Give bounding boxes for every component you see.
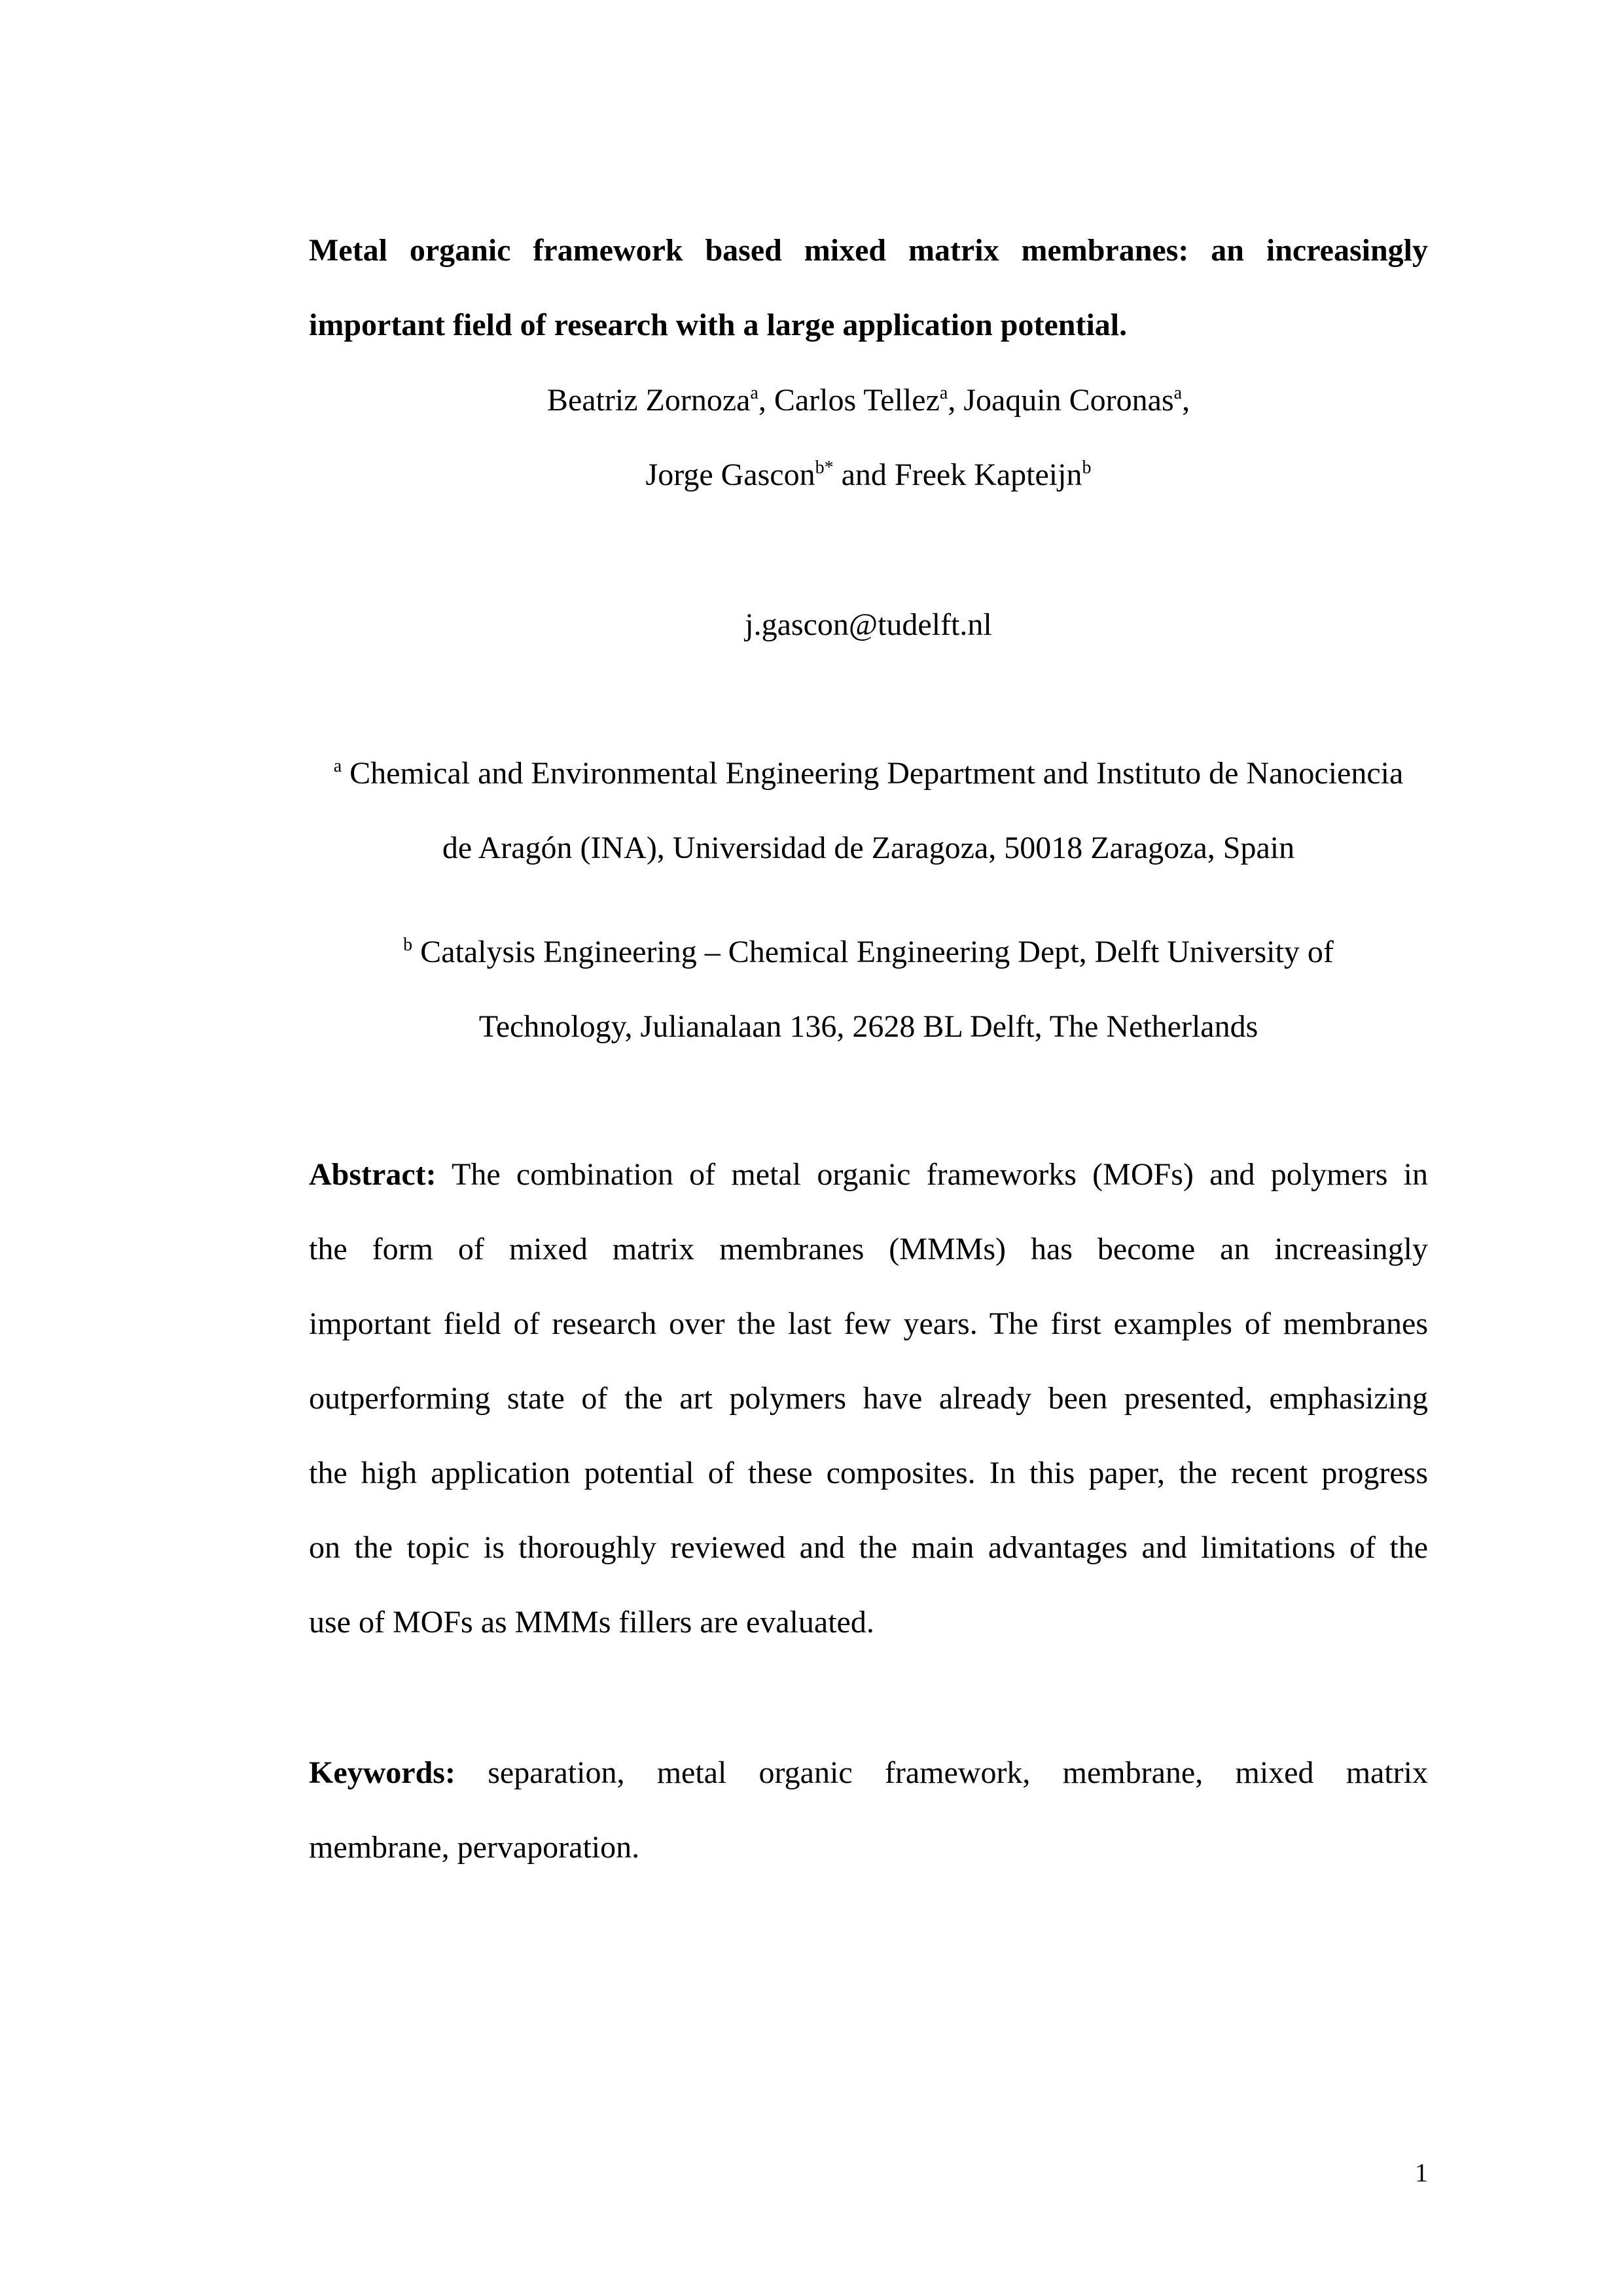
abstract-line-7: use of MOFs as MMMs fillers are evaluated. <box>309 1605 874 1640</box>
affiliation-a-line-1 <box>309 736 1428 811</box>
abstract-line-6: on the topic is thoroughly reviewed and the main advantages and limitations of the <box>309 1530 1428 1565</box>
abstract-text: The combination of metal organic frameworks (MOFs) and polymers in <box>436 1157 1428 1192</box>
abstract-line-5: the high application potential of these composites. In this paper, the recent progress <box>309 1456 1428 1490</box>
title-line-2: important field of research with a large application potential. <box>309 308 1128 342</box>
abstract-line-1 <box>309 1138 1428 1212</box>
abstract-line-3: important field of research over the last few years. The first examples of membranes <box>309 1306 1428 1341</box>
affiliation-text: Chemical and Environmental Engineering Department and Instituto de Nanociencia <box>342 756 1404 791</box>
affiliation-mark: a <box>939 383 948 403</box>
author-name: and Freek Kapteijn <box>833 457 1082 492</box>
affiliation-a <box>309 736 1428 886</box>
author-line-2 <box>309 438 1428 512</box>
abstract-line-4: outperforming state of the art polymers have already been presented, emphasizing <box>309 1381 1428 1416</box>
email-text: j.gascon@tudelft.nl <box>745 607 992 642</box>
title-line-1: Metal organic framework based mixed matrix membranes: an increasingly <box>309 233 1428 268</box>
author-name: , Carlos Tellez <box>758 383 940 418</box>
affiliation-mark: a <box>1173 383 1183 403</box>
author-name: Beatriz Zornoza <box>546 383 751 418</box>
affiliation-mark: b* <box>815 457 834 478</box>
affiliation-mark: b <box>1082 457 1092 478</box>
page-number: 1 <box>1415 2158 1428 2187</box>
affiliation-a-line-2: de Aragón (INA), Universidad de Zaragoza, 50018 Zaragoza, Spain <box>442 831 1295 865</box>
keywords-line-1 <box>309 1736 1428 1810</box>
affiliation-mark: a <box>333 756 342 776</box>
affiliation-mark: b <box>403 935 413 955</box>
abstract-line-2: the form of mixed matrix membranes (MMMs) has become an increasingly <box>309 1232 1428 1266</box>
keywords-text: separation, metal organic framework, membrane, mixed matrix <box>455 1755 1428 1790</box>
corresponding-email <box>309 588 1428 662</box>
affiliation-b-line-1 <box>309 915 1428 990</box>
affiliation-mark: a <box>750 383 758 403</box>
author-separator: , <box>1182 383 1190 418</box>
affiliation-b-line-2: Technology, Julianalaan 136, 2628 BL Delft, The Netherlands <box>478 1009 1258 1044</box>
author-name: , Joaquin Coronas <box>948 383 1174 418</box>
author-name: Jorge Gascon <box>645 457 815 492</box>
author-list <box>309 363 1428 512</box>
author-line-1 <box>309 363 1428 438</box>
affiliation-b <box>309 915 1428 1064</box>
abstract-label: Abstract: <box>309 1157 437 1192</box>
paper-title <box>309 213 1428 363</box>
keywords-line-2: membrane, pervaporation. <box>309 1830 640 1865</box>
abstract <box>309 1138 1428 1660</box>
keywords <box>309 1736 1428 1885</box>
keywords-label: Keywords: <box>309 1755 455 1790</box>
affiliation-text: Catalysis Engineering – Chemical Engineering Dept, Delft University of <box>412 935 1334 969</box>
